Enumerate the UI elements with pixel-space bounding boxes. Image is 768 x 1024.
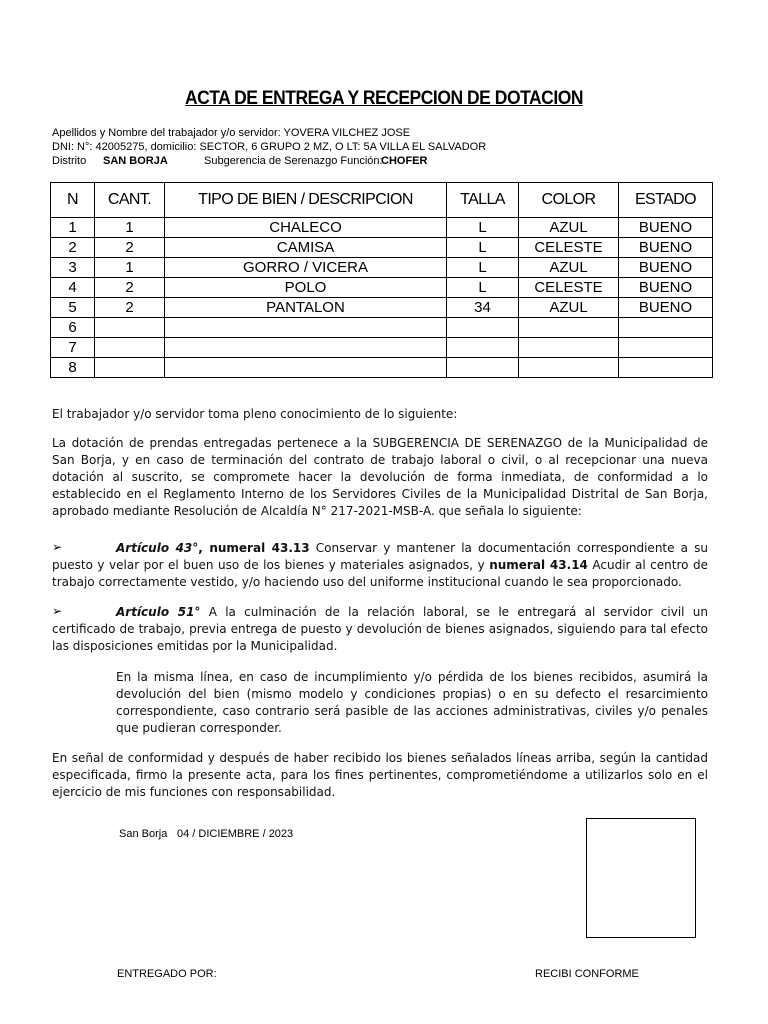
table-row xyxy=(51,258,713,278)
cell-n: 2 xyxy=(51,238,95,258)
cell-estado xyxy=(619,318,713,338)
col-header-estado: ESTADO xyxy=(619,183,713,218)
cell-color xyxy=(519,318,619,338)
cell-n: 7 xyxy=(51,338,95,358)
cell-n: 4 xyxy=(51,278,95,298)
article-51-label: Artículo 51° xyxy=(116,605,201,619)
article-43-text-b: Acudir al centro de trabajo correctamente vestido, y/o haciendo uso del uniforme institucional cuando le sea proporcionado. xyxy=(52,558,708,589)
cell-color: AZUL xyxy=(519,258,619,278)
cell-estado: BUENO xyxy=(619,298,713,318)
cell-n: 6 xyxy=(51,318,95,338)
cell-n: 3 xyxy=(51,258,95,278)
funcion-label: Subgerencia de Serenazgo Función: xyxy=(204,155,383,167)
article-43-paragraph xyxy=(52,540,708,591)
document-title: ACTA DE ENTREGA Y RECEPCION DE DOTACION xyxy=(184,88,584,109)
table-row xyxy=(51,278,713,298)
cell-talla: L xyxy=(447,218,519,238)
cell-estado: BUENO xyxy=(619,218,713,238)
cell-cant: 1 xyxy=(95,258,165,278)
col-header-color: COLOR xyxy=(519,183,619,218)
place-text: San Borja xyxy=(119,828,168,840)
cell-cant xyxy=(95,358,165,378)
bullet-arrow-icon: ➢ xyxy=(52,540,63,554)
cell-talla xyxy=(447,338,519,358)
cell-cant xyxy=(95,338,165,358)
cell-color: AZUL xyxy=(519,218,619,238)
paragraph-conformidad: En señal de conformidad y después de haber recibido los bienes señalados líneas arriba, según la cantidad especificada, firmo la presente acta, para los fines pertinentes, comprometiéndome a utilizarlos solo en el ejercicio de mis funciones con responsabilidad. xyxy=(52,751,708,799)
cell-estado: BUENO xyxy=(619,238,713,258)
cell-estado xyxy=(619,338,713,358)
col-header-tipo: TIPO DE BIEN / DESCRIPCION xyxy=(165,183,447,218)
items-table xyxy=(50,182,713,378)
article-51-text: A la culminación de la relación laboral, se le entregará al servidor civil un certificado de trabajo, previa entrega de puesto y devolución de bienes asignados, siguiendo para tal efecto las disposiciones emitidas por la Municipalidad. xyxy=(52,605,708,653)
cell-n: 1 xyxy=(51,218,95,238)
cell-tipo xyxy=(165,358,447,378)
table-header-row xyxy=(51,183,713,218)
col-header-talla: TALLA xyxy=(447,183,519,218)
cell-cant: 2 xyxy=(95,238,165,258)
cell-color xyxy=(519,358,619,378)
date-text: 04 / DICIEMBRE / 2023 xyxy=(177,828,294,840)
table-row xyxy=(51,238,713,258)
entregado-por-label: ENTREGADO POR: xyxy=(117,968,217,980)
cell-estado: BUENO xyxy=(619,278,713,298)
table-row xyxy=(51,358,713,378)
cell-n: 5 xyxy=(51,298,95,318)
article-51-paragraph xyxy=(52,604,708,655)
cell-n: 8 xyxy=(51,358,95,378)
cell-talla: L xyxy=(447,278,519,298)
cell-estado xyxy=(619,358,713,378)
cell-cant: 2 xyxy=(95,278,165,298)
cell-tipo: CAMISA xyxy=(165,238,447,258)
cell-tipo xyxy=(165,338,447,358)
article-43-label: Artículo 43° xyxy=(116,541,199,555)
article-43-numeral: , numeral 43.13 xyxy=(198,541,310,555)
cell-tipo: GORRO / VICERA xyxy=(165,258,447,278)
table-row xyxy=(51,318,713,338)
worker-id-line: DNI: N°: 42005275, domicilio: SECTOR, 6 GRUPO 2 MZ, O LT: 5A VILLA EL SALVADOR xyxy=(52,141,487,153)
recibi-conforme-label: RECIBI CONFORME xyxy=(535,968,639,980)
cell-estado: BUENO xyxy=(619,258,713,278)
intro-text: El trabajador y/o servidor toma pleno conocimiento de lo siguiente: xyxy=(52,407,458,421)
cell-cant xyxy=(95,318,165,338)
cell-color: CELESTE xyxy=(519,278,619,298)
cell-talla: L xyxy=(447,238,519,258)
cell-talla: 34 xyxy=(447,298,519,318)
col-header-cant: CANT. xyxy=(95,183,165,218)
bullet-arrow-icon: ➢ xyxy=(52,604,63,618)
cell-tipo xyxy=(165,318,447,338)
funcion-value: CHOFER xyxy=(381,155,428,167)
cell-color: AZUL xyxy=(519,298,619,318)
fingerprint-box xyxy=(586,818,696,938)
paragraph-misma-linea: En la misma línea, en caso de incumplimiento y/o pérdida de los bienes recibidos, asumirá la devolución del bien (mismo modelo y condiciones propias) o en su defecto el resarcimiento correspondiente, caso contrario será pasible de las acciones administrativas, civiles y/o penales que pudieran corresponder. xyxy=(116,670,708,735)
worker-name-line: Apellidos y Nombre del trabajador y/o servidor: YOVERA VILCHEZ JOSE xyxy=(52,127,411,139)
col-header-n: N xyxy=(51,183,95,218)
cell-tipo: CHALECO xyxy=(165,218,447,238)
table-row xyxy=(51,338,713,358)
cell-cant: 1 xyxy=(95,218,165,238)
table-row xyxy=(51,298,713,318)
cell-cant: 2 xyxy=(95,298,165,318)
cell-tipo: POLO xyxy=(165,278,447,298)
distrito-value: SAN BORJA xyxy=(103,155,168,167)
cell-color xyxy=(519,338,619,358)
cell-talla xyxy=(447,318,519,338)
article-43-numeral-2: numeral 43.14 xyxy=(489,558,588,572)
cell-talla: L xyxy=(447,258,519,278)
article-43-text-a: Conservar y mantener la documentación correspondiente a su puesto y velar por el buen uso de los bienes y materiales asignados, y xyxy=(52,541,708,572)
distrito-label: Distrito xyxy=(52,155,87,167)
paragraph-dotacion: La dotación de prendas entregadas pertenece a la SUBGERENCIA DE SERENAZGO de la Municipalidad de San Borja, y en caso de terminación del contrato de trabajo laboral o civil, o al recepcionar una nueva dotación al suscrito, se compromete hacer la devolución de forma inmediata, de conformidad a lo establecido en el Reglamento Interno de los Servidores Civiles de la Municipalidad Distrital de San Borja, aprobado mediante Resolución de Alcaldía N° 217-2021-MSB-A. que señala lo siguiente: xyxy=(52,436,708,518)
cell-tipo: PANTALON xyxy=(165,298,447,318)
table-row xyxy=(51,218,713,238)
cell-talla xyxy=(447,358,519,378)
cell-color: CELESTE xyxy=(519,238,619,258)
